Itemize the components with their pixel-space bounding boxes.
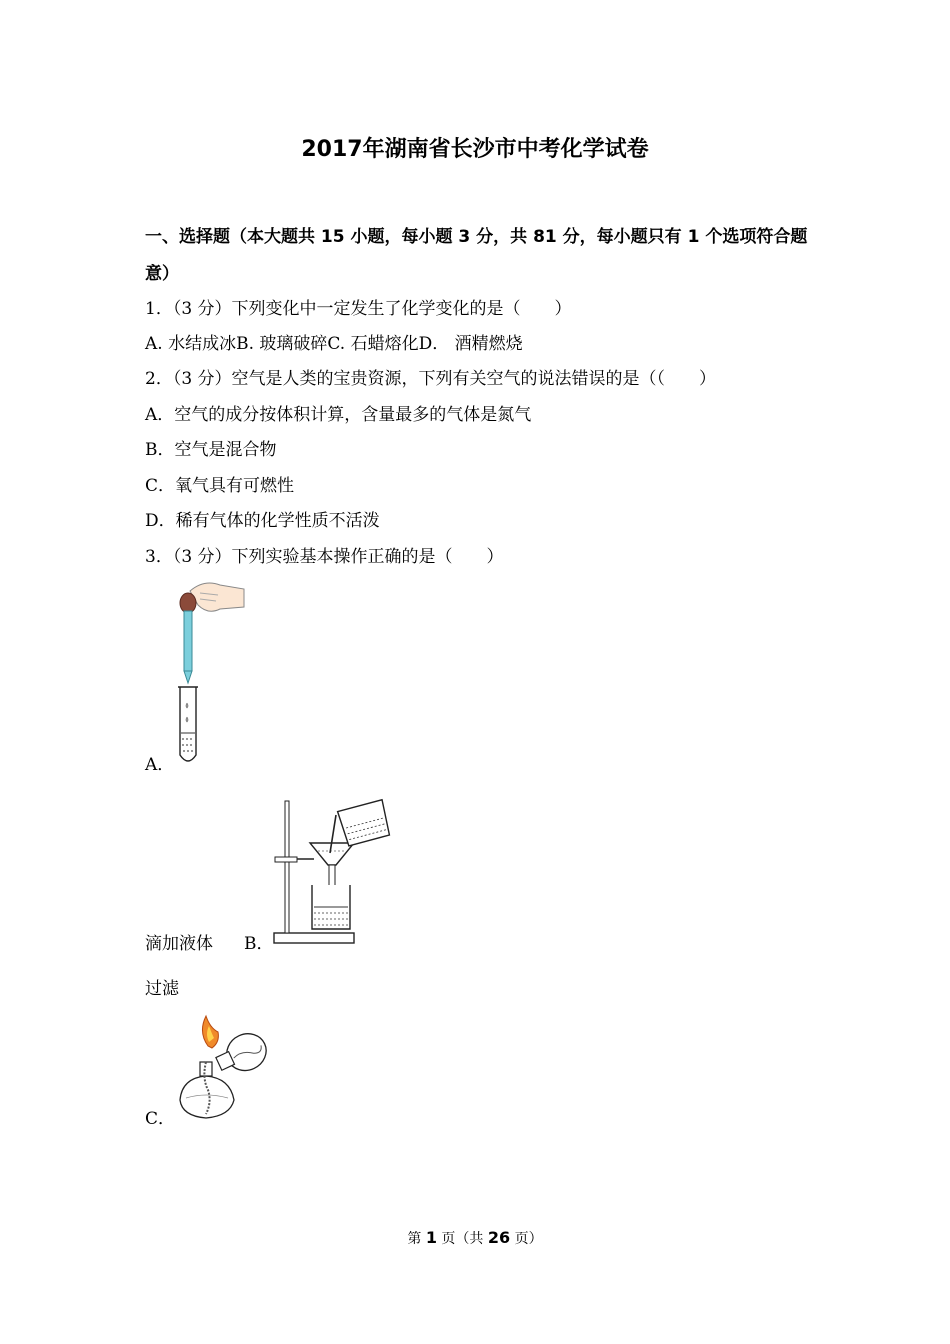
q3-option-b-label: B．: [244, 934, 274, 954]
q3-option-a-caption: 滴加液体: [145, 934, 213, 954]
q2-option-c: C．氧气具有可燃性: [145, 476, 295, 496]
q3-option-a-label: A．: [145, 755, 175, 775]
q3-option-b-caption: 过滤: [145, 979, 179, 999]
q2-stem: 2．（3 分）空气是人类的宝贵资源，下列有关空气的说法错误的是（（ ）: [145, 369, 717, 389]
q3-stem: 3．（3 分）下列实验基本操作正确的是（ ）: [145, 547, 504, 567]
footer-middle: 页（共: [436, 1231, 488, 1247]
q2-option-a: A．空气的成分按体积计算，含量最多的气体是氮气: [145, 405, 532, 425]
footer-suffix: 页）: [510, 1231, 543, 1247]
footer-prefix: 第: [407, 1231, 426, 1247]
page-footer: [0, 1228, 950, 1248]
alcohol-lamp-figure: [172, 1012, 272, 1122]
q2-option-b: B．空气是混合物: [145, 440, 277, 460]
section-heading-line1: 一、选择题（本大题共 15 小题，每小题 3 分，共 81 分，每小题只有 1 个选项符合题: [145, 227, 808, 247]
footer-total-pages: 26: [487, 1228, 511, 1247]
page-title: 2017年湖南省长沙市中考化学试卷: [301, 137, 649, 162]
footer-page-number: 1: [425, 1228, 437, 1247]
section-heading-line2: 意）: [145, 264, 179, 284]
filtration-figure: [270, 795, 395, 950]
dropper-test-tube-figure: [170, 575, 250, 770]
q1-stem: 1．（3 分）下列变化中一定发生了化学变化的是（ ）: [145, 299, 572, 319]
q3-option-c-label: C．: [145, 1109, 176, 1129]
q2-option-d: D．稀有气体的化学性质不活泼: [145, 511, 380, 531]
q1-options: A. 水结成冰B. 玻璃破碎C. 石蜡熔化D． 酒精燃烧: [145, 334, 523, 354]
